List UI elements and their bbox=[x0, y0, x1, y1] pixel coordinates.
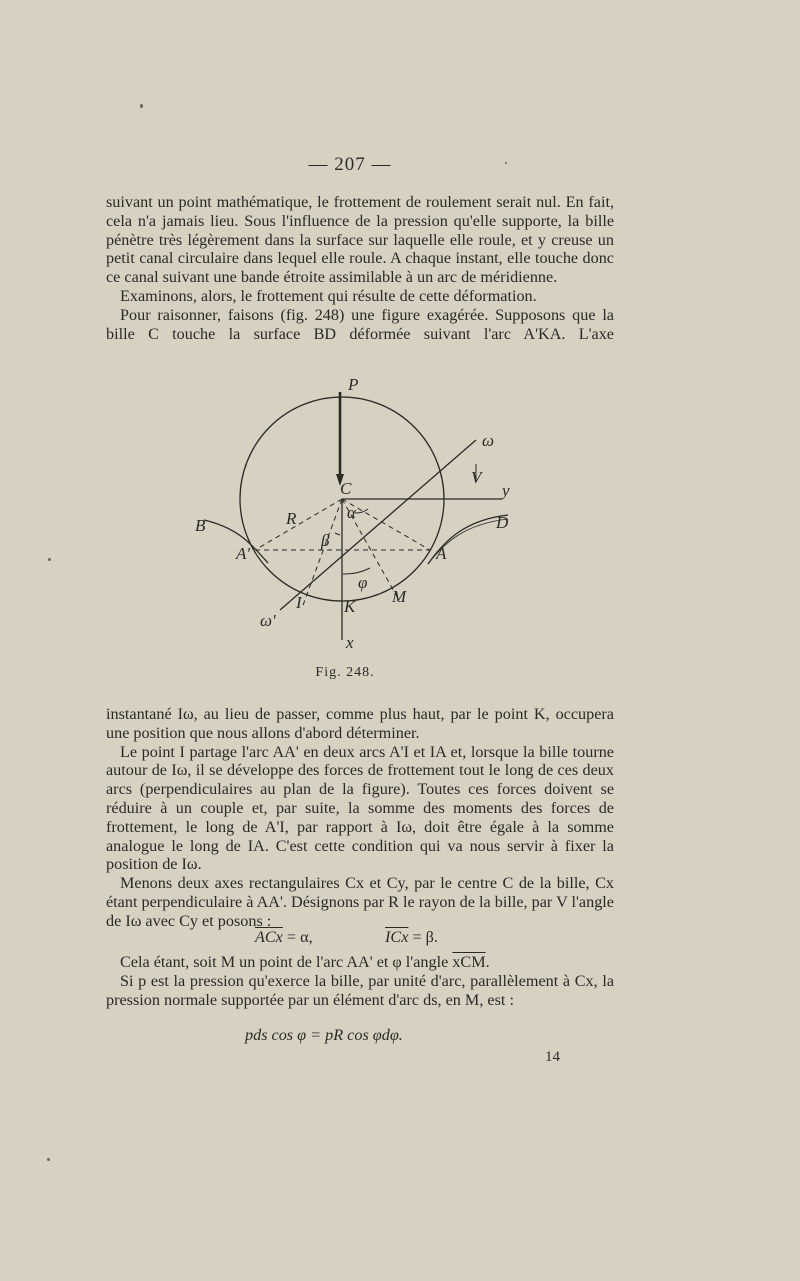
ball-diagram bbox=[190, 378, 530, 658]
label-d: D bbox=[496, 513, 509, 532]
label-omega-prime: ω' bbox=[260, 611, 276, 630]
paragraph-7: Cela étant, soit M un point de l'arc AA' et φ l'angle $\overline{xCM}$. bbox=[120, 953, 490, 971]
text-block-middle bbox=[106, 705, 614, 931]
paragraph-2: Examinons, alors, le frottement qui résulte de cette déformation. bbox=[120, 286, 537, 305]
text-block-bottom bbox=[106, 953, 614, 1009]
paragraph-8: Si p est la pression qu'exerce la bille, par unité d'arc, parallèlement à Cx, la pression normale supportée par un élément d'arc ds, en M, est : bbox=[106, 971, 614, 1009]
label-c: C bbox=[340, 479, 352, 498]
label-m: M bbox=[392, 587, 407, 606]
equation-alpha: $\overline{ACx} = \alpha$, bbox=[255, 928, 313, 946]
label-k: K bbox=[344, 597, 356, 616]
label-a-prime: A' bbox=[236, 544, 251, 563]
label-v: V bbox=[471, 468, 482, 487]
label-beta: β bbox=[321, 531, 330, 550]
paragraph-1: suivant un point mathématique, le frottement de roulement serait nul. En fait, cela n'a jamais lieu. Sous l'influence de la pression qu'elle supporte, la bille pénètre très légèrement dans la surface sur laquelle elle roule, et y creuse un petit canal circulaire dans lequel elle roule. A chaque instant, elle touche donc ce canal suivant une bande étroite assimilable à un arc de méridienne. bbox=[106, 193, 614, 287]
label-i: I bbox=[296, 593, 302, 612]
paragraph-6: Menons deux axes rectangulaires Cx et Cy, par le centre C de la bille, Cx étant perpendiculaire à AA'. Désignons par R le rayon de la bille, par V l'angle de Iω avec Cy et posons : bbox=[106, 874, 614, 930]
axis-omega bbox=[280, 440, 476, 610]
arc-icx: $\overline{ICx}$ bbox=[385, 928, 409, 946]
label-omega: ω bbox=[482, 431, 495, 450]
equation-pressure: pds cos φ = pR cos φdφ. bbox=[245, 1026, 403, 1044]
figure-caption: Fig. 248. bbox=[315, 665, 375, 680]
label-phi: φ bbox=[358, 573, 368, 592]
paper-speck bbox=[47, 1158, 50, 1161]
page-number: — 207 — bbox=[308, 154, 392, 175]
label-r: R bbox=[286, 509, 297, 528]
label-a: A bbox=[436, 544, 447, 563]
figure-248 bbox=[190, 378, 530, 658]
paragraph-5: Le point I partage l'arc AA' en deux arcs A'I et IA et, lorsque la bille tourne autour de Iω, il se développe des forces de frottement tout le long de ces deux arcs (perpendiculaires au plan de la figure). Toutes ces forces doivent se réduire à un couple et, par suite, la somme des moments des forces de frottement, le long de A'I, par rapport à Iω, doit être égale à la somme analogue le long de IA. C'est cette condition qui va nous servir à fixer la position de Iω. bbox=[106, 742, 614, 874]
label-y: y bbox=[502, 481, 510, 500]
label-alpha: α bbox=[347, 503, 356, 522]
paper-speck bbox=[48, 558, 51, 561]
folio-number: 14 bbox=[545, 1049, 560, 1065]
paper-speck bbox=[505, 162, 507, 164]
arc-acx: $\overline{ACx}$ bbox=[255, 928, 283, 946]
text-block-top bbox=[106, 193, 614, 343]
arc-xcm: $\overline{xCM}$ bbox=[452, 953, 486, 971]
label-x: x bbox=[346, 633, 354, 652]
paragraph-4: instantané Iω, au lieu de passer, comme plus haut, par le point K, occupera une position que nous allons d'abord déterminer. bbox=[106, 705, 614, 742]
label-p: P bbox=[348, 378, 359, 394]
equation-beta: $\overline{ICx} = \beta$. bbox=[385, 928, 438, 946]
paragraph-3: Pour raisonner, faisons (fig. 248) une figure exagérée. Supposons que la bille C touche la surface BD déformée suivant l'arc A'KA. L'axe bbox=[106, 305, 614, 343]
paper-speck bbox=[140, 104, 143, 108]
label-b: B bbox=[195, 516, 206, 535]
